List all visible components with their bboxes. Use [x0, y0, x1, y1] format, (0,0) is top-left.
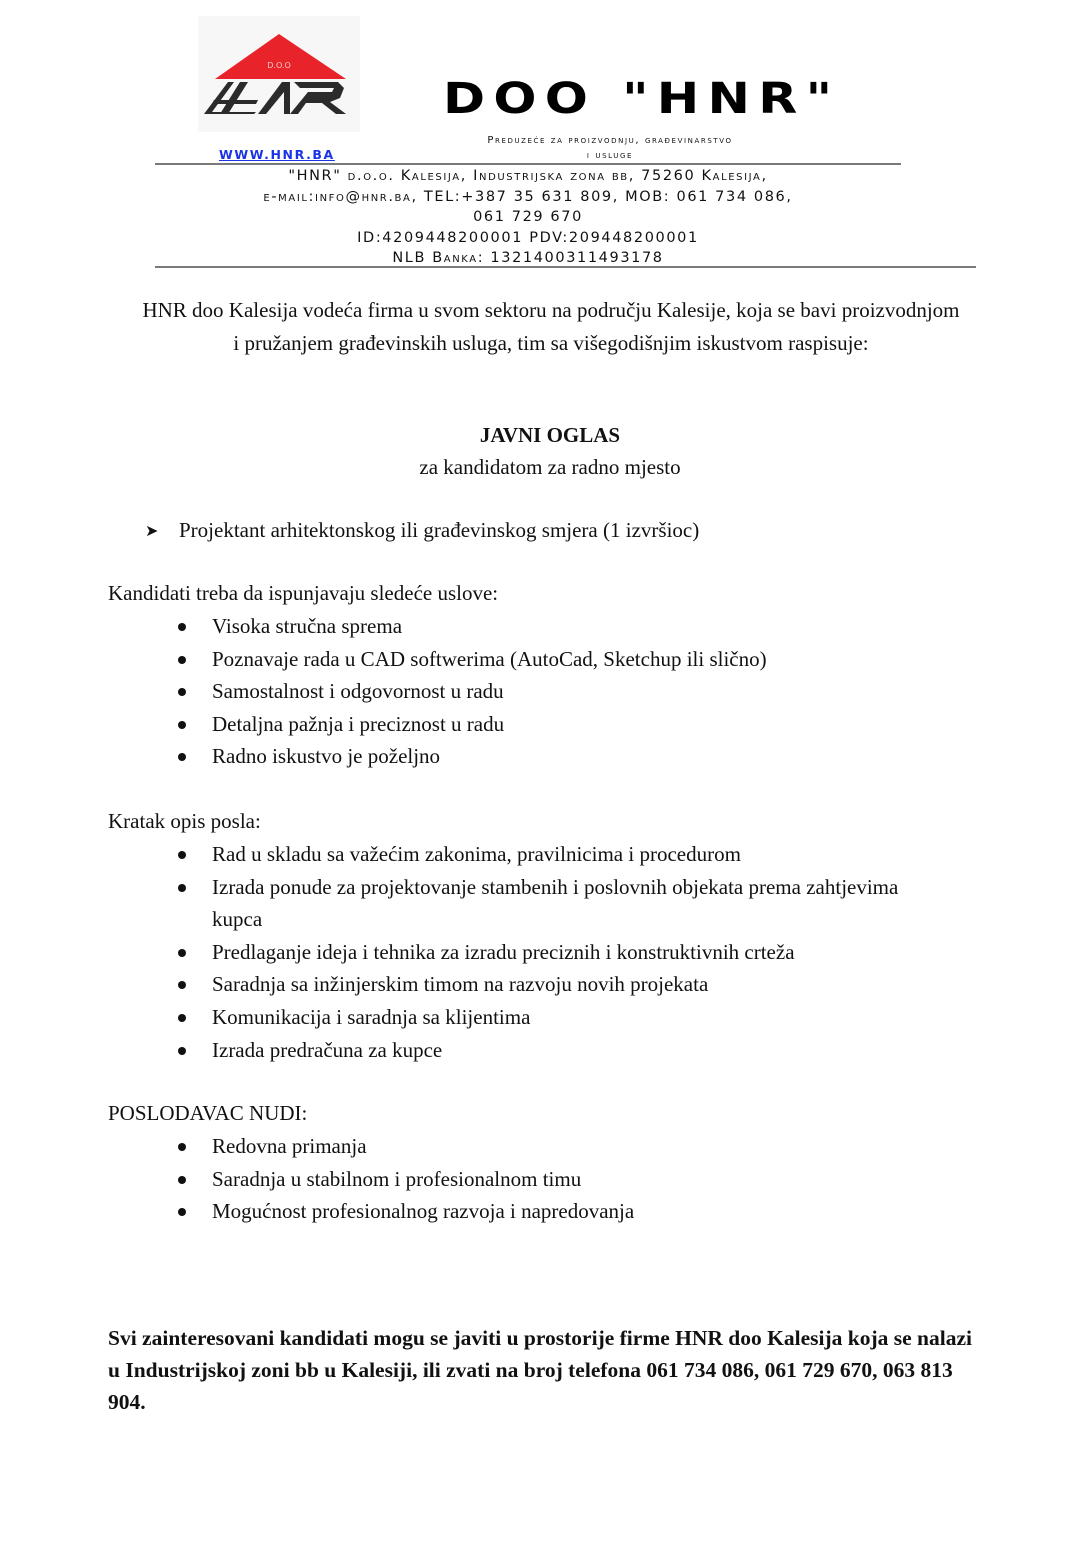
requirements-list — [172, 610, 932, 773]
bullet-icon — [178, 851, 186, 859]
list-item-text: Poznavaje rada u CAD softwerima (AutoCad, Sketchup ili slično) — [212, 646, 767, 671]
list-item — [172, 643, 932, 676]
list-item — [172, 1195, 932, 1228]
duties-list — [172, 838, 932, 1066]
logo-badge-text: D.O.O — [267, 61, 291, 70]
bullet-icon — [178, 721, 186, 729]
list-item-text: Rad u skladu sa važećim zakonima, pravilnicima i procedurom — [212, 842, 741, 866]
list-item — [172, 1001, 932, 1034]
list-item-text: Komunikacija i saradnja sa klijentima — [212, 1004, 531, 1029]
position-item — [145, 514, 699, 549]
tagline-line: i usluge — [586, 150, 634, 161]
ad-subtitle: za kandidatom za radno mjesto — [419, 455, 681, 479]
header-divider-top — [155, 163, 901, 165]
bullet-icon — [178, 1208, 186, 1216]
bullet-icon — [178, 1143, 186, 1151]
list-item-text: Samostalnost i odgovornost u radu — [212, 679, 504, 704]
bullet-icon — [178, 981, 186, 989]
header-divider-bottom — [155, 266, 976, 268]
contact-address: "HNR" d.o.o. Kalesija, Industrijska zona bb, 75260 Kalesija, — [288, 168, 768, 184]
list-item-text: Izrada predračuna za kupce — [212, 1037, 443, 1062]
list-item — [172, 610, 932, 643]
list-item-text: Radno iskustvo je poželjno — [212, 744, 441, 769]
hnr-mark-icon — [204, 82, 346, 114]
arrowhead-bullet-icon: ➤ — [145, 523, 159, 540]
list-item-text: Predlaganje ideja i tehnika za izradu preciznih i konstruktivnih crteža — [212, 939, 795, 964]
list-item-text: Redovna primanja — [212, 1134, 367, 1158]
duties-heading: Kratak opis posla: — [108, 809, 261, 833]
list-item — [172, 936, 932, 969]
list-item-text: Mogućnost profesionalnog razvoja i napredovanja — [212, 1199, 635, 1224]
list-item-text: Izrada ponude za projektovanje stambenih i poslovnih objekata prema zahtjevima kupca — [212, 874, 899, 932]
requirements-heading: Kandidati treba da ispunjavaju sledeće uslove: — [108, 581, 499, 605]
roof-icon — [215, 34, 346, 79]
list-item — [172, 1163, 932, 1196]
ad-title: JAVNI OGLAS — [479, 423, 621, 447]
contact-tax-ids: ID:4209448200001 PDV:209448200001 — [357, 229, 699, 246]
list-item — [172, 708, 932, 741]
contact-phones-cont: 061 729 670 — [473, 209, 583, 225]
offer-heading: POSLODAVAC NUDI: — [108, 1101, 308, 1125]
website-link[interactable]: WWW.HNR.BA — [219, 147, 335, 162]
company-title: DOO "HNR" — [443, 74, 841, 124]
list-item-text: Saradnja u stabilnom i profesionalnom timu — [212, 1166, 582, 1191]
bullet-icon — [178, 949, 186, 957]
list-item — [172, 838, 932, 871]
bullet-icon — [178, 688, 186, 696]
contact-phones: e-mail:info@hnr.ba, TEL:+387 35 631 809, MOB: 061 734 086, — [263, 188, 793, 205]
position-title: Projektant arhitektonskog ili građevinskog smjera (1 izvršioc) — [179, 518, 700, 542]
intro-paragraph: HNR doo Kalesija vodeća firma u svom sektoru na području Kalesije, koja se bavi proizvodnjom i pružanjem građevinskih usluga, tim sa višegodišnjim iskustvom raspisuje: — [142, 298, 960, 355]
bullet-icon — [178, 884, 186, 892]
list-item-text: Saradnja sa inžinjerskim timom na razvoju novih projekata — [212, 972, 709, 997]
bullet-icon — [178, 1047, 186, 1055]
bullet-icon — [178, 656, 186, 664]
bullet-icon — [178, 623, 186, 631]
bullet-icon — [178, 1014, 186, 1022]
closing-paragraph: Svi zainteresovani kandidati mogu se javiti u prostorije firme HNR doo Kalesija koja se nalazi u Industrijskoj zoni bb u Kalesiji, ili zvati na broj telefona 061 734 086, 061 729 670, 063 813 904. — [108, 1326, 972, 1414]
bullet-icon — [178, 1176, 186, 1184]
list-item — [172, 675, 932, 708]
list-item — [172, 871, 932, 936]
tagline-line: Preduzeće za proizvodnju, građevinarstvo — [487, 135, 733, 146]
contact-bank: NLB Banka: 1321400311493178 — [392, 250, 664, 266]
list-item — [172, 740, 932, 773]
list-item — [172, 1034, 932, 1067]
company-logo — [198, 16, 360, 132]
list-item-text: Detaljna pažnja i preciznost u radu — [212, 711, 505, 736]
contact-info — [155, 166, 901, 269]
company-tagline — [412, 133, 808, 163]
list-item — [172, 968, 932, 1001]
list-item-text: Visoka stručna sprema — [212, 614, 403, 638]
offer-list — [172, 1130, 932, 1228]
bullet-icon — [178, 753, 186, 761]
list-item — [172, 1130, 932, 1163]
